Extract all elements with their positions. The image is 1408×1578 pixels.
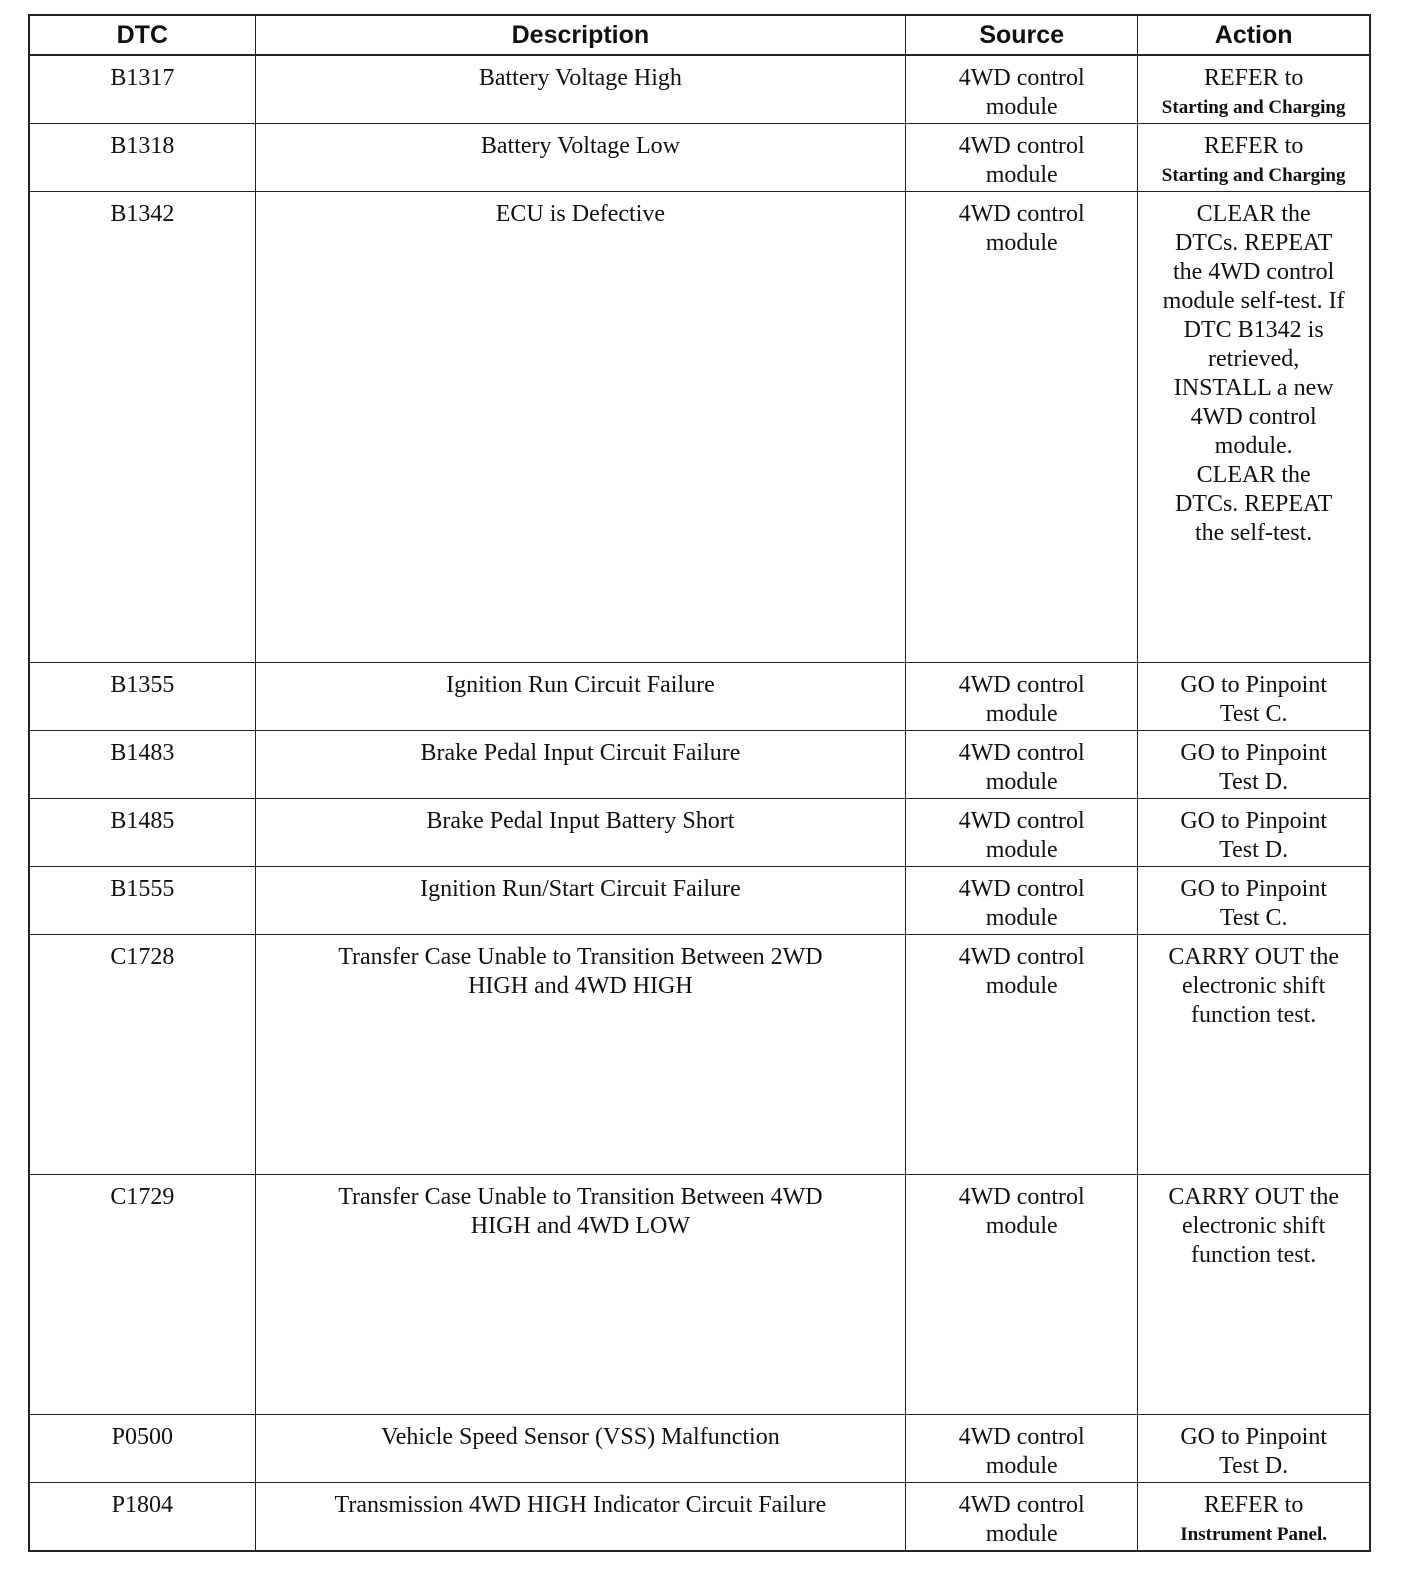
cell-dtc-text: C1729 bbox=[110, 1184, 175, 1210]
cell-action-text: GO to Pinpoint Test D. bbox=[1180, 740, 1327, 795]
cell-action bbox=[1138, 935, 1370, 1175]
cell-description-text: Battery Voltage High bbox=[478, 65, 682, 91]
cell-action-reference: Starting and Charging bbox=[1161, 97, 1346, 118]
cell-dtc bbox=[29, 731, 255, 799]
cell-source bbox=[906, 799, 1138, 867]
table-body bbox=[29, 55, 1370, 1551]
cell-description-text: Transfer Case Unable to Transition Between 4WD HIGH and 4WD LOW bbox=[338, 1184, 823, 1239]
cell-dtc bbox=[29, 55, 255, 124]
cell-source-text: 4WD control module bbox=[958, 133, 1085, 188]
cell-description-text: Ignition Run/Start Circuit Failure bbox=[420, 876, 741, 902]
cell-action bbox=[1138, 1483, 1370, 1552]
cell-source-text: 4WD control module bbox=[958, 1492, 1085, 1547]
cell-dtc bbox=[29, 124, 255, 192]
cell-source bbox=[906, 192, 1138, 663]
cell-description-text: Transmission 4WD HIGH Indicator Circuit Failure bbox=[334, 1492, 827, 1518]
cell-description bbox=[255, 935, 905, 1175]
cell-description-text: ECU is Defective bbox=[495, 201, 666, 227]
cell-source bbox=[906, 935, 1138, 1175]
cell-action-text: REFER to bbox=[1203, 1492, 1304, 1518]
cell-source bbox=[906, 731, 1138, 799]
cell-action-reference: Starting and Charging bbox=[1161, 165, 1346, 186]
cell-action-reference: Instrument Panel. bbox=[1180, 1524, 1328, 1545]
cell-description-text: Brake Pedal Input Battery Short bbox=[426, 808, 735, 834]
cell-dtc-text: P0500 bbox=[111, 1424, 173, 1450]
cell-source-text: 4WD control module bbox=[958, 740, 1085, 795]
cell-source-text: 4WD control module bbox=[958, 672, 1085, 727]
cell-source bbox=[906, 1483, 1138, 1552]
cell-dtc bbox=[29, 1415, 255, 1483]
cell-action-text: GO to Pinpoint Test D. bbox=[1180, 1424, 1327, 1479]
cell-dtc bbox=[29, 663, 255, 731]
cell-action bbox=[1138, 867, 1370, 935]
cell-description bbox=[255, 731, 905, 799]
cell-source bbox=[906, 124, 1138, 192]
cell-action bbox=[1138, 124, 1370, 192]
cell-action bbox=[1138, 731, 1370, 799]
table-row bbox=[29, 867, 1370, 935]
cell-source-text: 4WD control module bbox=[958, 1424, 1085, 1479]
cell-dtc bbox=[29, 799, 255, 867]
table-row bbox=[29, 192, 1370, 663]
table-row bbox=[29, 935, 1370, 1175]
cell-action bbox=[1138, 192, 1370, 663]
cell-description bbox=[255, 663, 905, 731]
cell-action-text: GO to Pinpoint Test C. bbox=[1180, 672, 1327, 727]
cell-action-text: REFER to bbox=[1203, 133, 1304, 159]
cell-description bbox=[255, 55, 905, 124]
cell-action bbox=[1138, 55, 1370, 124]
table-row bbox=[29, 731, 1370, 799]
cell-description-text: Vehicle Speed Sensor (VSS) Malfunction bbox=[381, 1424, 780, 1450]
cell-action-text: GO to Pinpoint Test D. bbox=[1180, 808, 1327, 863]
cell-dtc-text: B1555 bbox=[110, 876, 175, 902]
cell-action-text: CARRY OUT the electronic shift function test. bbox=[1168, 944, 1339, 1028]
cell-source bbox=[906, 1415, 1138, 1483]
cell-description-text: Transfer Case Unable to Transition Between 2WD HIGH and 4WD HIGH bbox=[338, 944, 823, 999]
table-row bbox=[29, 1483, 1370, 1552]
header-description: Description bbox=[255, 15, 905, 55]
cell-source-text: 4WD control module bbox=[958, 65, 1085, 120]
table-header-row bbox=[29, 15, 1370, 55]
cell-action-text: REFER to bbox=[1203, 65, 1304, 91]
cell-description bbox=[255, 1415, 905, 1483]
cell-dtc bbox=[29, 867, 255, 935]
table-row bbox=[29, 55, 1370, 124]
cell-action bbox=[1138, 663, 1370, 731]
cell-source-text: 4WD control module bbox=[958, 808, 1085, 863]
cell-description bbox=[255, 1175, 905, 1415]
cell-source bbox=[906, 1175, 1138, 1415]
table-row bbox=[29, 799, 1370, 867]
cell-dtc-text: C1728 bbox=[110, 944, 175, 970]
cell-description bbox=[255, 799, 905, 867]
table-row bbox=[29, 663, 1370, 731]
cell-dtc bbox=[29, 935, 255, 1175]
cell-dtc-text: B1342 bbox=[110, 201, 175, 227]
table-row bbox=[29, 124, 1370, 192]
cell-action-text: CLEAR the DTCs. REPEAT the 4WD control module self-test. If DTC B1342 is retrieved, INSTALL a new 4WD control module. CLEAR the DTCs. REPEAT the self-test. bbox=[1162, 201, 1345, 546]
table-row bbox=[29, 1415, 1370, 1483]
cell-description-text: Battery Voltage Low bbox=[480, 133, 680, 159]
cell-dtc-text: B1317 bbox=[110, 65, 175, 91]
cell-description-text: Ignition Run Circuit Failure bbox=[446, 672, 715, 698]
cell-description bbox=[255, 192, 905, 663]
cell-dtc-text: B1355 bbox=[110, 672, 175, 698]
cell-dtc-text: B1485 bbox=[110, 808, 175, 834]
cell-dtc bbox=[29, 1483, 255, 1552]
cell-dtc bbox=[29, 192, 255, 663]
cell-description bbox=[255, 1483, 905, 1552]
cell-description bbox=[255, 867, 905, 935]
cell-action bbox=[1138, 799, 1370, 867]
cell-dtc-text: P1804 bbox=[111, 1492, 173, 1518]
cell-source bbox=[906, 867, 1138, 935]
cell-description bbox=[255, 124, 905, 192]
cell-dtc bbox=[29, 1175, 255, 1415]
dtc-table bbox=[28, 14, 1371, 1552]
cell-source-text: 4WD control module bbox=[958, 201, 1085, 256]
cell-action bbox=[1138, 1175, 1370, 1415]
cell-action-text: GO to Pinpoint Test C. bbox=[1180, 876, 1327, 931]
header-source: Source bbox=[906, 15, 1138, 55]
cell-source-text: 4WD control module bbox=[958, 944, 1085, 999]
cell-action bbox=[1138, 1415, 1370, 1483]
header-dtc: DTC bbox=[29, 15, 255, 55]
cell-source bbox=[906, 55, 1138, 124]
cell-dtc-text: B1318 bbox=[110, 133, 175, 159]
cell-description-text: Brake Pedal Input Circuit Failure bbox=[420, 740, 741, 766]
cell-source-text: 4WD control module bbox=[958, 876, 1085, 931]
cell-source-text: 4WD control module bbox=[958, 1184, 1085, 1239]
cell-source bbox=[906, 663, 1138, 731]
header-action: Action bbox=[1138, 15, 1370, 55]
cell-dtc-text: B1483 bbox=[110, 740, 175, 766]
table-row bbox=[29, 1175, 1370, 1415]
cell-action-text: CARRY OUT the electronic shift function test. bbox=[1168, 1184, 1339, 1268]
